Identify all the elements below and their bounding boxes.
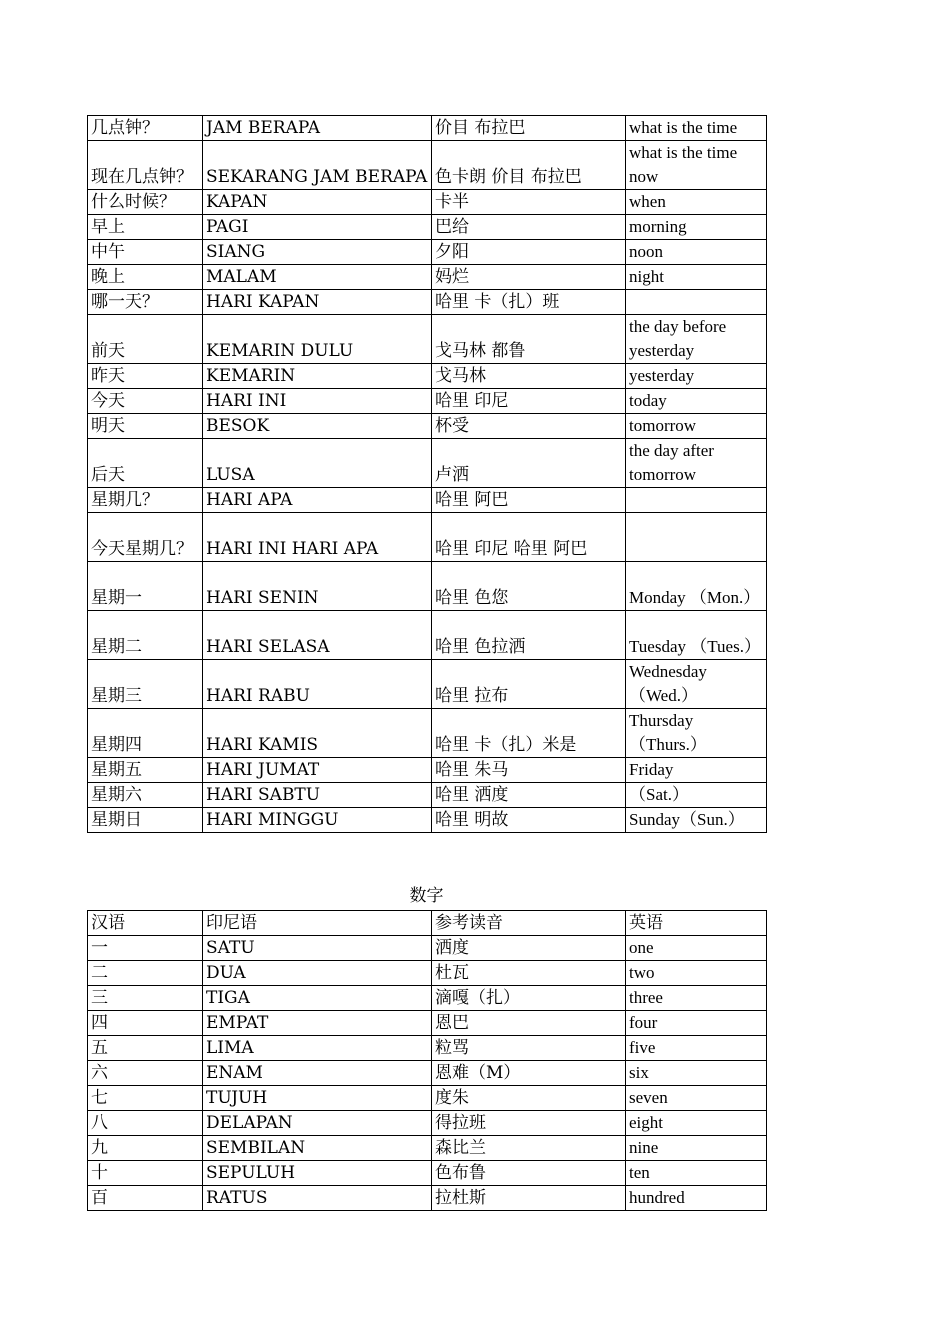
table-row [88, 290, 767, 315]
table-row [88, 986, 767, 1011]
cell-pronunciation: 卡半 [432, 190, 626, 215]
table-row [88, 611, 767, 660]
cell-english: nine [626, 1136, 767, 1161]
cell-chinese: 六 [88, 1061, 203, 1086]
header-indonesian: 印尼语 [203, 911, 432, 936]
cell-indonesian: KAPAN [203, 190, 432, 215]
cell-english: one [626, 936, 767, 961]
cell-indonesian: KEMARIN [203, 364, 432, 389]
cell-indonesian: HARI SELASA [203, 611, 432, 660]
cell-pronunciation: 哈里 阿巴 [432, 488, 626, 513]
cell-pronunciation: 恩难（M） [432, 1061, 626, 1086]
table-row [88, 709, 767, 758]
cell-english: the day after tomorrow [626, 439, 767, 488]
cell-english: Tuesday （Tues.） [626, 611, 767, 660]
table-row [88, 315, 767, 364]
cell-english: when [626, 190, 767, 215]
cell-english: Wednesday （Wed.） [626, 660, 767, 709]
table-row [88, 1011, 767, 1036]
cell-chinese: 星期一 [88, 562, 203, 611]
table-row [88, 364, 767, 389]
time-vocabulary-table [87, 115, 767, 833]
cell-chinese: 星期四 [88, 709, 203, 758]
cell-indonesian: EMPAT [203, 1011, 432, 1036]
cell-pronunciation: 哈里 明故 [432, 808, 626, 833]
cell-indonesian: KEMARIN DULU [203, 315, 432, 364]
cell-english: two [626, 961, 767, 986]
cell-chinese: 星期几？ [88, 488, 203, 513]
cell-indonesian: TUJUH [203, 1086, 432, 1111]
cell-chinese: 星期二 [88, 611, 203, 660]
table-row [88, 660, 767, 709]
numbers-section-title: 数字 [409, 886, 444, 906]
cell-indonesian: SEPULUH [203, 1161, 432, 1186]
cell-pronunciation: 卢洒 [432, 439, 626, 488]
cell-english: what is the time [626, 116, 767, 141]
numbers-vocabulary-table [87, 910, 767, 1211]
cell-chinese: 四 [88, 1011, 203, 1036]
table-row [88, 190, 767, 215]
cell-chinese: 百 [88, 1186, 203, 1211]
cell-chinese: 九 [88, 1136, 203, 1161]
cell-indonesian: HARI MINGGU [203, 808, 432, 833]
cell-pronunciation: 洒度 [432, 936, 626, 961]
cell-chinese: 三 [88, 986, 203, 1011]
cell-chinese: 几点钟？ [88, 116, 203, 141]
table-row [88, 1161, 767, 1186]
table-row [88, 808, 767, 833]
cell-pronunciation: 恩巴 [432, 1011, 626, 1036]
cell-indonesian: DELAPAN [203, 1111, 432, 1136]
cell-chinese: 二 [88, 961, 203, 986]
cell-chinese: 后天 [88, 439, 203, 488]
header-english: 英语 [626, 911, 767, 936]
cell-pronunciation: 色布鲁 [432, 1161, 626, 1186]
table-row [88, 141, 767, 190]
cell-pronunciation: 粒骂 [432, 1036, 626, 1061]
cell-english: Sunday（Sun.） [626, 808, 767, 833]
table-row [88, 1186, 767, 1211]
cell-indonesian: HARI KAPAN [203, 290, 432, 315]
cell-chinese: 星期五 [88, 758, 203, 783]
cell-indonesian: HARI SABTU [203, 783, 432, 808]
cell-chinese: 五 [88, 1036, 203, 1061]
table-row [88, 1111, 767, 1136]
cell-english: noon [626, 240, 767, 265]
cell-pronunciation: 戈马林 都鲁 [432, 315, 626, 364]
cell-pronunciation: 巴给 [432, 215, 626, 240]
cell-pronunciation: 妈烂 [432, 265, 626, 290]
cell-chinese: 明天 [88, 414, 203, 439]
cell-chinese: 什么时候？ [88, 190, 203, 215]
cell-pronunciation: 哈里 色您 [432, 562, 626, 611]
cell-indonesian: HARI APA [203, 488, 432, 513]
table-row [88, 240, 767, 265]
cell-indonesian: BESOK [203, 414, 432, 439]
cell-chinese: 今天 [88, 389, 203, 414]
cell-pronunciation: 夕阳 [432, 240, 626, 265]
cell-english: what is the time now [626, 141, 767, 190]
cell-indonesian: RATUS [203, 1186, 432, 1211]
table-row [88, 488, 767, 513]
table-row [88, 783, 767, 808]
table-row [88, 215, 767, 240]
cell-pronunciation: 哈里 印尼 哈里 阿巴 [432, 513, 626, 562]
cell-english: night [626, 265, 767, 290]
cell-chinese: 晚上 [88, 265, 203, 290]
cell-indonesian: SIANG [203, 240, 432, 265]
cell-english [626, 488, 767, 513]
cell-pronunciation: 戈马林 [432, 364, 626, 389]
cell-pronunciation: 哈里 色拉洒 [432, 611, 626, 660]
cell-english: ten [626, 1161, 767, 1186]
table-row [88, 1136, 767, 1161]
cell-chinese: 一 [88, 936, 203, 961]
table-row [88, 758, 767, 783]
cell-indonesian: TIGA [203, 986, 432, 1011]
table-row [88, 936, 767, 961]
time-table-body [88, 116, 767, 833]
table-row [88, 116, 767, 141]
cell-indonesian: HARI SENIN [203, 562, 432, 611]
cell-english: hundred [626, 1186, 767, 1211]
cell-english: seven [626, 1086, 767, 1111]
table-row [88, 265, 767, 290]
cell-english: Friday [626, 758, 767, 783]
cell-chinese: 星期日 [88, 808, 203, 833]
cell-indonesian: LUSA [203, 439, 432, 488]
cell-chinese: 星期六 [88, 783, 203, 808]
cell-indonesian: DUA [203, 961, 432, 986]
cell-indonesian: JAM BERAPA [203, 116, 432, 141]
cell-pronunciation: 杜瓦 [432, 961, 626, 986]
cell-indonesian: MALAM [203, 265, 432, 290]
cell-pronunciation: 价目 布拉巴 [432, 116, 626, 141]
cell-chinese: 早上 [88, 215, 203, 240]
header-chinese: 汉语 [88, 911, 203, 936]
cell-pronunciation: 杯受 [432, 414, 626, 439]
cell-indonesian: HARI KAMIS [203, 709, 432, 758]
table-row [88, 1086, 767, 1111]
cell-pronunciation: 得拉班 [432, 1111, 626, 1136]
cell-indonesian: SATU [203, 936, 432, 961]
cell-chinese: 十 [88, 1161, 203, 1186]
cell-indonesian: SEKARANG JAM BERAPA [203, 141, 432, 190]
header-pronunciation: 参考读音 [432, 911, 626, 936]
cell-indonesian: HARI RABU [203, 660, 432, 709]
table-row [88, 562, 767, 611]
cell-english: Monday （Mon.） [626, 562, 767, 611]
cell-english [626, 290, 767, 315]
table-row [88, 961, 767, 986]
cell-chinese: 哪一天？ [88, 290, 203, 315]
cell-english: eight [626, 1111, 767, 1136]
cell-indonesian: LIMA [203, 1036, 432, 1061]
cell-pronunciation: 度朱 [432, 1086, 626, 1111]
numbers-table-body [88, 911, 767, 1211]
table-row [88, 513, 767, 562]
cell-english: morning [626, 215, 767, 240]
cell-chinese: 七 [88, 1086, 203, 1111]
cell-english: today [626, 389, 767, 414]
cell-indonesian: HARI JUMAT [203, 758, 432, 783]
cell-indonesian: ENAM [203, 1061, 432, 1086]
table-row [88, 1061, 767, 1086]
cell-english: four [626, 1011, 767, 1036]
cell-english: yesterday [626, 364, 767, 389]
numbers-header-row [88, 911, 767, 936]
cell-pronunciation: 滴嘎（扎） [432, 986, 626, 1011]
cell-english: tomorrow [626, 414, 767, 439]
table-row [88, 439, 767, 488]
cell-chinese: 今天星期几？ [88, 513, 203, 562]
cell-english: six [626, 1061, 767, 1086]
cell-pronunciation: 色卡朗 价目 布拉巴 [432, 141, 626, 190]
table-row [88, 1036, 767, 1061]
cell-pronunciation: 哈里 洒度 [432, 783, 626, 808]
cell-chinese: 中午 [88, 240, 203, 265]
cell-english [626, 513, 767, 562]
cell-chinese: 现在几点钟？ [88, 141, 203, 190]
cell-english: the day before yesterday [626, 315, 767, 364]
cell-indonesian: SEMBILAN [203, 1136, 432, 1161]
cell-pronunciation: 哈里 卡（扎）米是 [432, 709, 626, 758]
cell-english: Thursday （Thurs.） [626, 709, 767, 758]
cell-english: five [626, 1036, 767, 1061]
cell-pronunciation: 哈里 朱马 [432, 758, 626, 783]
cell-indonesian: HARI INI [203, 389, 432, 414]
cell-pronunciation: 哈里 拉布 [432, 660, 626, 709]
cell-pronunciation: 森比兰 [432, 1136, 626, 1161]
cell-english: （Sat.） [626, 783, 767, 808]
cell-chinese: 八 [88, 1111, 203, 1136]
table-row [88, 414, 767, 439]
cell-english: three [626, 986, 767, 1011]
cell-pronunciation: 哈里 印尼 [432, 389, 626, 414]
cell-chinese: 昨天 [88, 364, 203, 389]
cell-pronunciation: 哈里 卡（扎）班 [432, 290, 626, 315]
cell-chinese: 星期三 [88, 660, 203, 709]
cell-indonesian: HARI INI HARI APA [203, 513, 432, 562]
table-row [88, 389, 767, 414]
cell-chinese: 前天 [88, 315, 203, 364]
cell-pronunciation: 拉杜斯 [432, 1186, 626, 1211]
cell-indonesian: PAGI [203, 215, 432, 240]
